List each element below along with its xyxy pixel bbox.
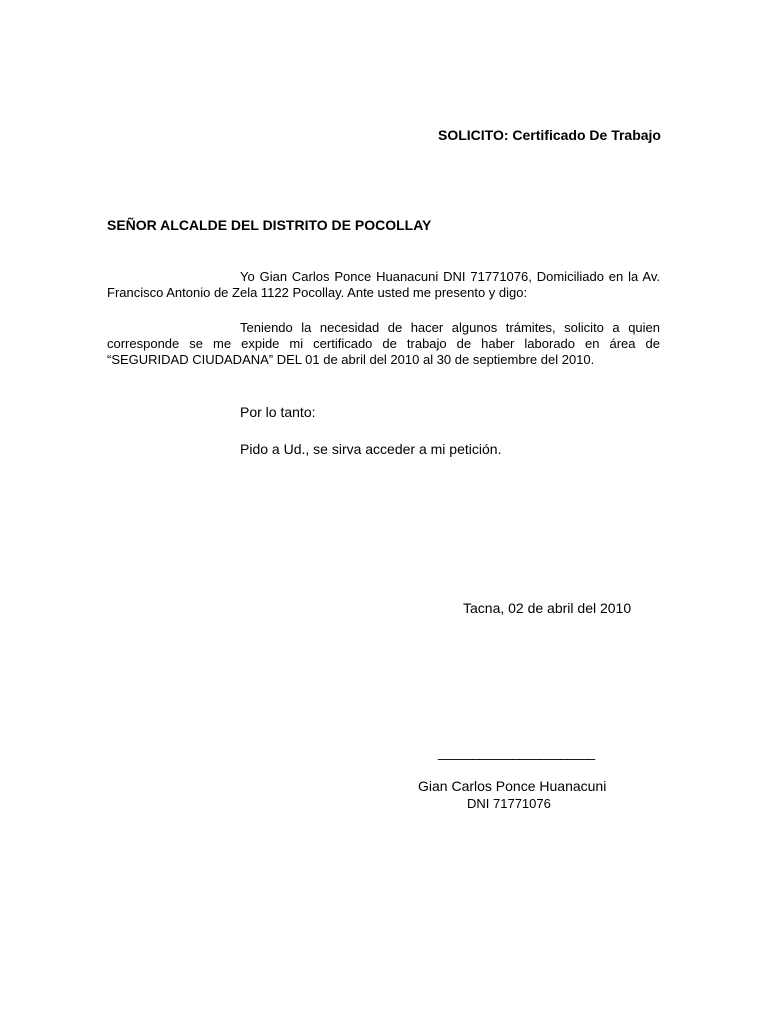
request-paragraph: Teniendo la necesidad de hacer algunos trámites, solicito a quien corresponde se me expide mi certificado de trabajo de haber laborado en área de “SEGURIDAD CIUDADANA” DEL 01 de abril del 2010 al 30 de septiembre del 2010.: [107, 320, 660, 367]
date-line: Tacna, 02 de abril del 2010: [463, 600, 632, 616]
closing-phrase: Por lo tanto:: [240, 404, 316, 420]
signature-line: _______________________: [438, 744, 595, 760]
subject-line: SOLICITO: Certificado De Trabajo: [437, 127, 661, 143]
introduction-paragraph: Yo Gian Carlos Ponce Huanacuni DNI 71771076, Domiciliado en la Av. Francisco Antonio de Zela 1122 Pocollay. Ante usted me presento y digo:: [107, 269, 660, 300]
addressee-heading: SEÑOR ALCALDE DEL DISTRITO DE POCOLLAY: [107, 217, 432, 233]
signer-name: Gian Carlos Ponce Huanacuni: [418, 778, 607, 794]
petition-phrase: Pido a Ud., se sirva acceder a mi petición.: [240, 441, 502, 457]
signer-dni: DNI 71771076: [467, 796, 551, 811]
